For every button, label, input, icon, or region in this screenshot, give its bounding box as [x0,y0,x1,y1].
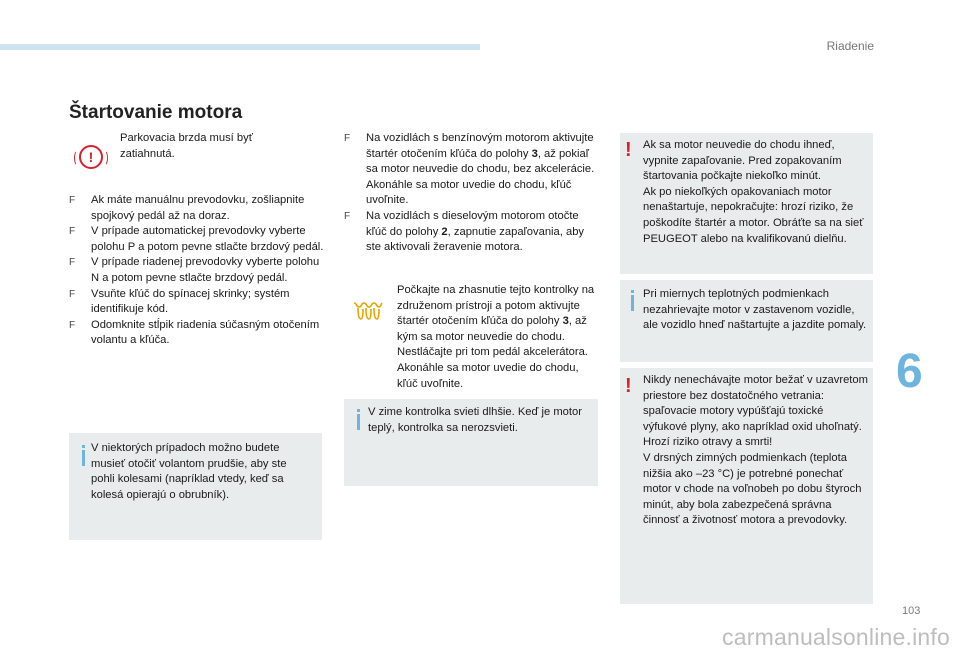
chapter-number: 6 [896,345,923,398]
list-item: F Vsuňte kľúč do spínacej skrinky; systém identifikuje kód. [69,287,327,318]
list-item: F Na vozidlách s dieselovým motorom otočte kľúč do polohy 2, zapnutie zapaľovania, aby ste aktivovali žeravenie motora. [344,209,602,256]
list-item: F V prípade riadenej prevodovky vyberte polohu N a potom pevne stlačte brzdový pedál. [69,255,327,286]
list-item: F Ak máte manuálnu prevodovku, zošliapnite spojkový pedál až na doraz. [69,193,327,224]
watermark: carmanualsonline.info [722,624,950,650]
page-title: Štartovanie motora [69,102,243,123]
list-item: F Na vozidlách s benzínovým motorom aktivujte štartér otočením kľúča do polohy 3, až pokiaľ sa motor neuvedie do chodu, bez akcelerácie. Akonáhle sa motor uvedie do chodu, kľúč uvoľnite. [344,131,602,209]
glow-plug-icon [352,301,384,321]
warning-text: Nikdy nenechávajte motor bežať v uzavretom priestore bez dostatočného vetrania: spaľovacie motory vypúšťajú toxické výfukové plyny, ako napríklad oxid uhoľnatý. Hrozí riziko otravy a smrti! V drsných zimných podmienkach (teplota nižšia ako –23 °C) je potrebné ponechať motor v chode na voľnobeh po dobu štyroch minút, aby bola zabezpečená správna činnosť a životnosť motora a prevodovky. [643,374,868,527]
brake-warning-icon: ! [79,145,103,169]
engine-start-list [344,131,602,256]
info-text: V niektorých prípadoch možno budete musieť otočiť volantom prudšie, aby ste pohli kolesami (napríklad vtedy, keď sa kolesá opierajú o obrubník). [91,442,287,501]
glow-plug-note: Počkajte na zhasnutie tejto kontrolky na združenom prístroji a potom aktivujte štartér otočením kľúča do polohy 3, až kým sa motor neuvedie do chodu. Nestláčajte pri tom pedál akcelerátora. Akonáhle sa motor uvedie do chodu, kľúč uvoľnite. [397,284,595,390]
warning-text: Ak sa motor neuvedie do chodu ihneď, vypnite zapaľovanie. Pred zopakovaním štartovania počkajte niekoľko minút. Ak po niekoľkých opakovaniach motor nenaštartuje, nepokračujte: hrozí riziko, že poškodíte štartér a motor. Obráťte sa na sieť PEUGEOT alebo na kvalifikovanú dielňu. [643,139,864,245]
warning-exclamation-icon: ! [625,375,632,397]
warning-box-ventilation [620,368,873,604]
info-text: Pri miernych teplotných podmienkach nezahrievajte motor v zastavenom vozidle, ale vozidlo hneď naštartujte a jazdite pomaly. [643,288,867,332]
warning-box-no-start [620,133,873,274]
parking-brake-note: Parkovacia brzda musí byť zatiahnutá. [120,132,253,160]
list-item: F Odomknite stĺpik riadenia súčasným otočením volantu a kľúča. [69,318,327,349]
info-text: V zime kontrolka svieti dlhšie. Keď je motor teplý, kontrolka sa nerozsvieti. [368,406,582,434]
page-number: 103 [902,605,921,617]
info-icon [354,409,362,430]
warning-exclamation-icon: ! [625,139,632,161]
info-box-winter [344,399,598,486]
start-steps-list [69,193,327,349]
info-box-wheels [69,433,322,540]
info-box-mild-weather [620,280,873,362]
info-icon [628,290,636,311]
info-icon [79,445,87,466]
list-item: F V prípade automatickej prevodovky vyberte polohu P a potom pevne stlačte brzdový pedál. [69,224,327,255]
header-accent-bar [0,44,480,50]
section-label: Riadenie [826,39,874,53]
